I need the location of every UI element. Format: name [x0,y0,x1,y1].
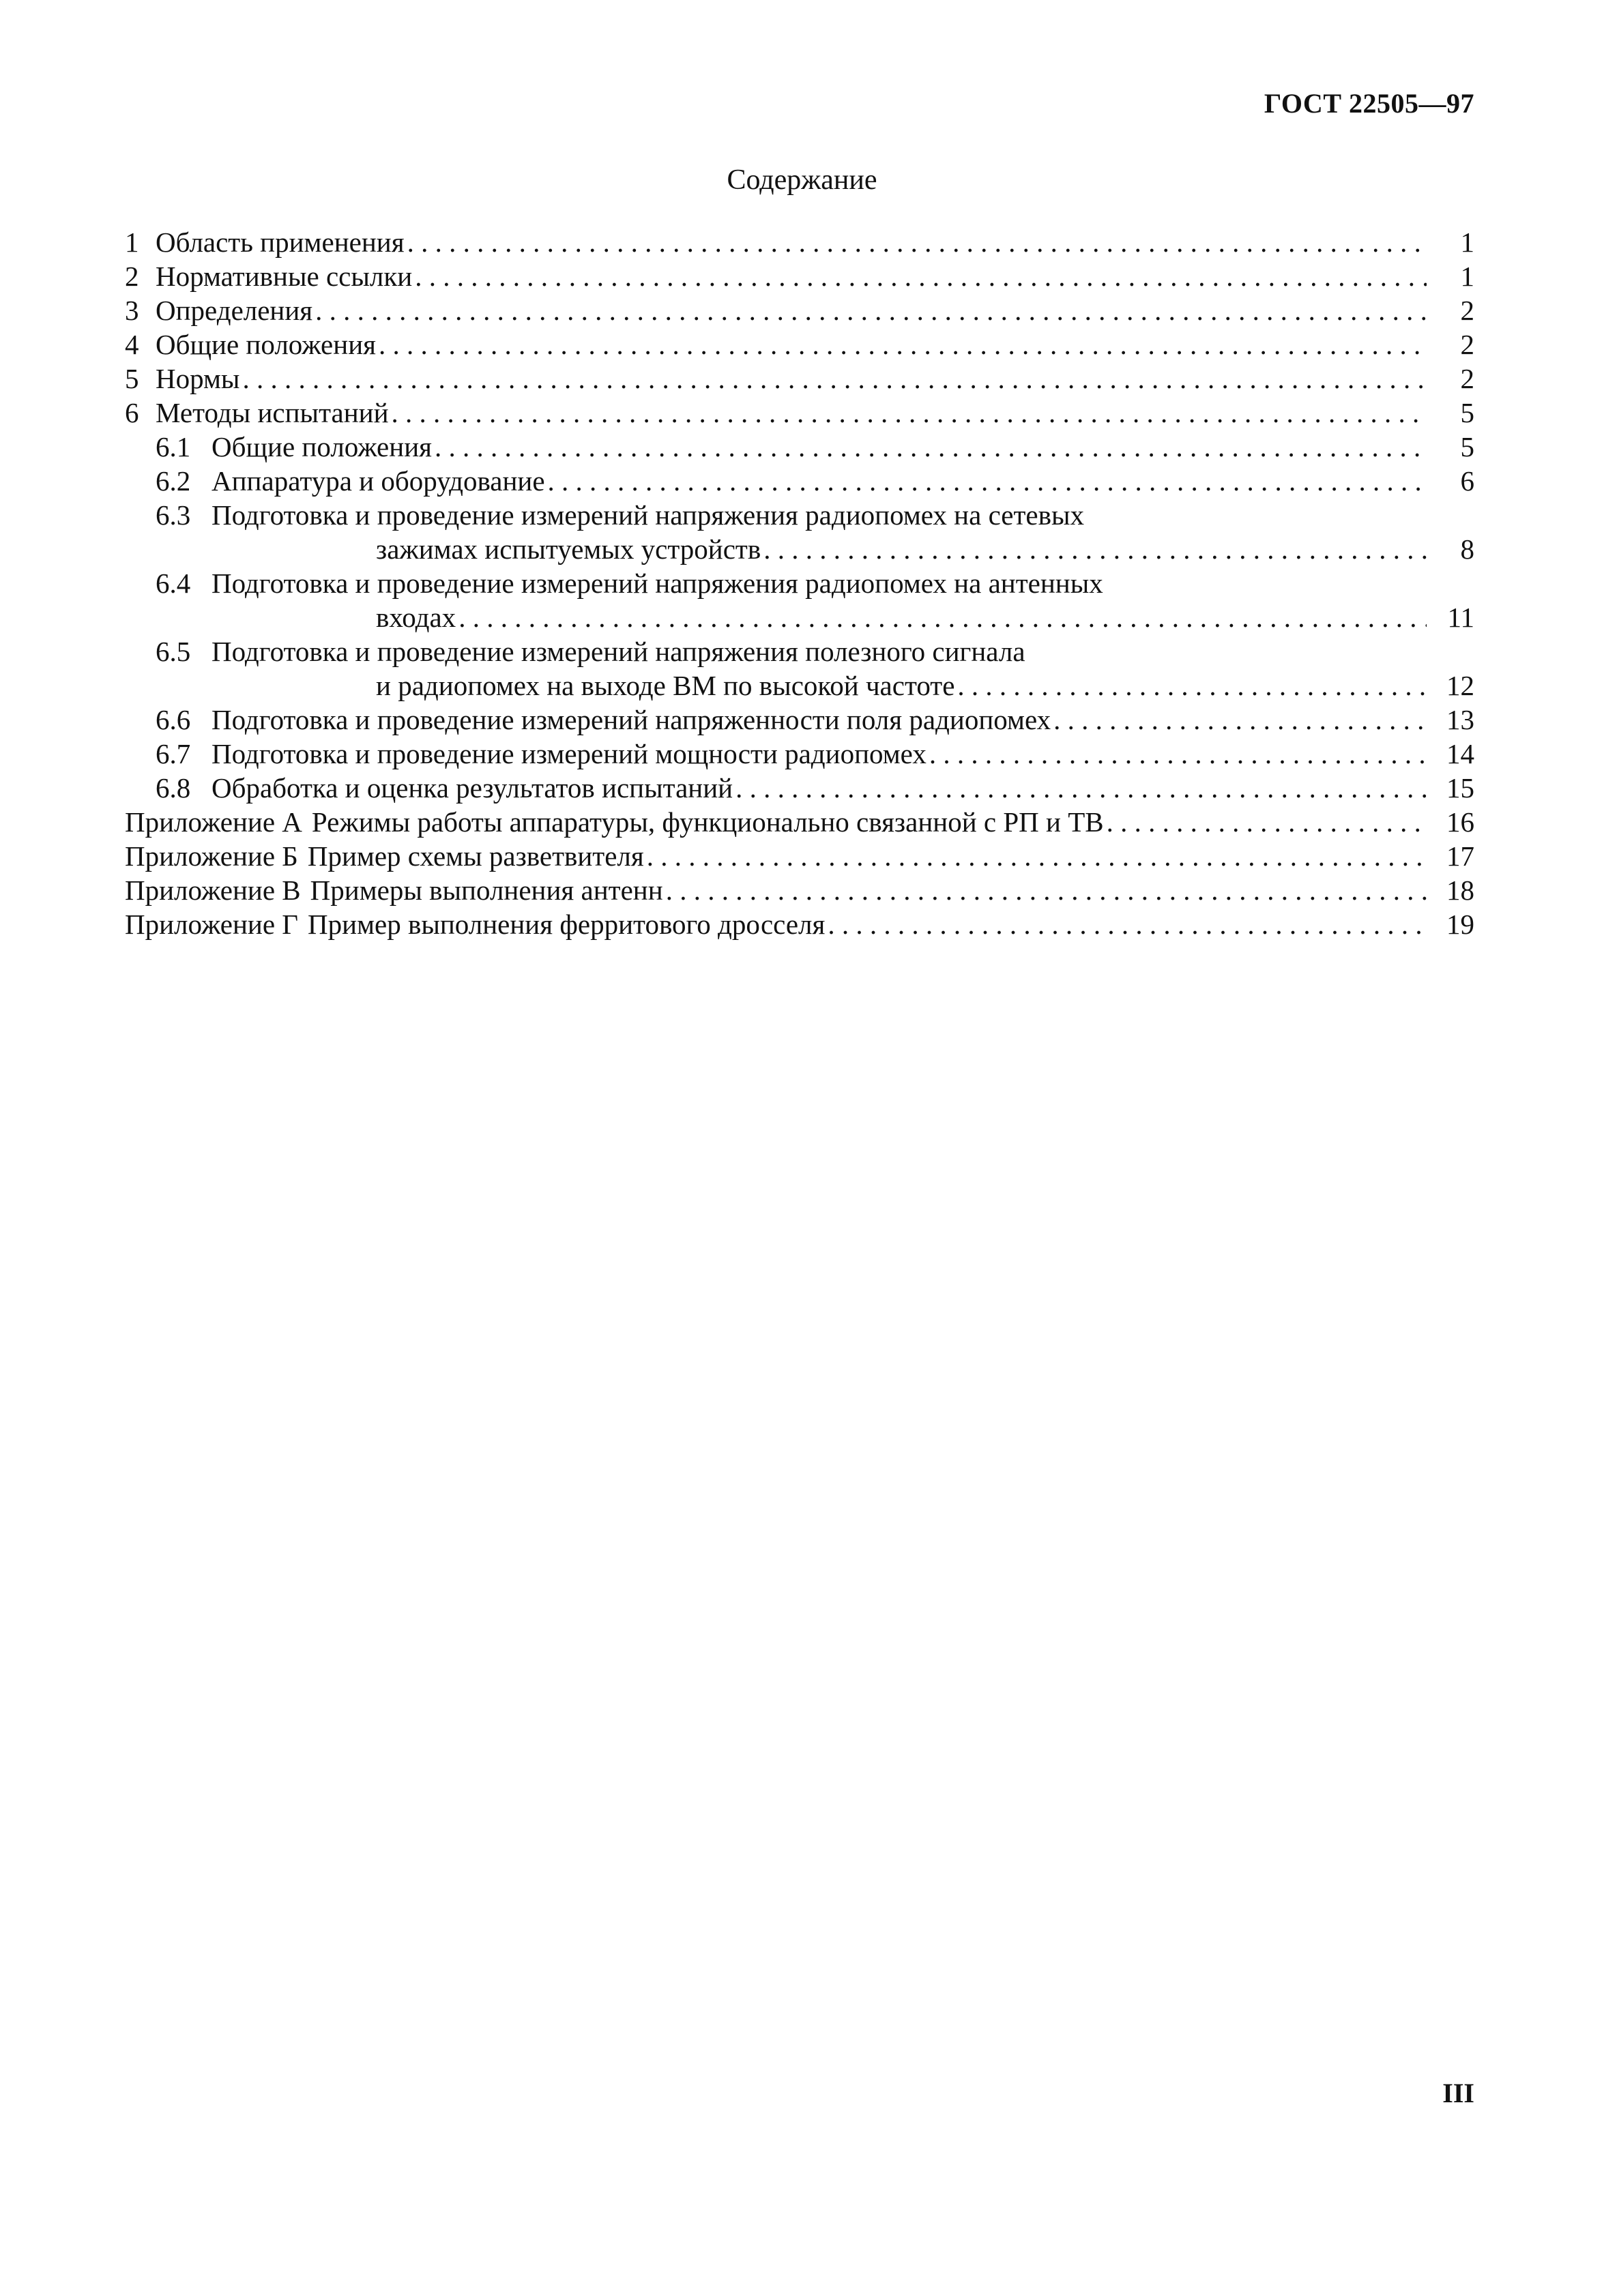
toc-entry-title: Нормативные ссылки [156,261,413,292]
toc-subentry [125,771,1474,805]
toc-leader-dots [242,362,1427,396]
toc-entry [125,362,1474,396]
toc-entry-number: 6.1 [156,431,191,462]
toc-entry-number: 6.4 [156,568,191,599]
toc-subentry [125,703,1474,737]
toc-leader-dots [548,464,1427,498]
toc-leader-dots [929,737,1427,771]
toc-entry-page: 1 [1460,226,1474,258]
toc-entry-title: Подготовка и проведение измерений напряженности поля радиопомех [212,704,1051,735]
toc-entry-title: Определения [156,295,313,326]
toc-entry-page: 1 [1460,261,1474,292]
toc-entry-number: 3 [125,295,139,326]
toc-entry-page: 2 [1460,363,1474,394]
toc-entry-title-line1: Подготовка и проведение измерений напряжения полезного сигнала [212,636,1025,667]
document-code: ГОСТ 22505—97 [1264,88,1474,119]
toc-entry-title: Нормы [156,363,240,394]
toc-appendix-label: Приложение Г [125,909,299,940]
toc-leader-dots [957,668,1427,703]
toc-appendix-label: Приложение Б [125,840,298,872]
toc-entry-title-line1: Подготовка и проведение измерений напряжения радиопомех на антенных [212,568,1103,599]
toc-entry-page: 2 [1460,295,1474,326]
toc-entry-page: 13 [1446,704,1474,735]
toc-leader-dots [407,225,1427,259]
toc-leader-dots [735,771,1427,805]
toc-entry-title: Методы испытаний [156,397,389,428]
toc-subentry-continuation [125,532,1474,566]
toc-subentry [125,566,1474,600]
toc-entry [125,293,1474,327]
toc-leader-dots [415,259,1427,293]
toc-entry-page: 6 [1460,465,1474,497]
toc-entry-page: 18 [1446,874,1474,906]
toc-entry [125,259,1474,293]
toc-leader-dots [666,873,1427,907]
toc-entry [125,396,1474,430]
toc-entry-title: Подготовка и проведение измерений мощности радиопомех [212,738,927,769]
toc-entry-title-line2: входах [376,602,456,633]
toc-leader-dots [392,396,1427,430]
toc-entry-title: Пример выполнения ферритового дросселя [308,909,826,940]
toc-leader-dots [763,532,1427,566]
toc-entry-title: Примеры выполнения антенн [310,874,663,906]
toc-subentry [125,430,1474,464]
toc-subentry [125,464,1474,498]
toc-entry-page: 8 [1460,533,1474,565]
page-number: III [1442,2078,1474,2108]
toc-leader-dots [435,430,1427,464]
toc-entry-title: Пример схемы разветвителя [307,840,644,872]
toc-leader-dots [379,327,1427,362]
toc-entry-title: Общие положения [156,329,376,360]
toc-entry-number: 2 [125,261,139,292]
toc-leader-dots [1053,703,1427,737]
toc-entry [125,327,1474,362]
toc-entry-number: 6 [125,397,139,428]
toc-entry-page: 5 [1460,431,1474,462]
toc-leader-dots [1107,805,1427,839]
toc-leader-dots [828,907,1427,941]
toc-subentry [125,737,1474,771]
toc-subentry [125,498,1474,532]
toc-appendix-label: Приложение А [125,806,302,838]
toc-entry-title: Область применения [156,226,405,258]
toc-entry-number: 6.6 [156,704,191,735]
toc-appendix-entry [125,839,1474,873]
toc-entry-number: 4 [125,329,139,360]
toc-entry-number: 6.5 [156,636,191,667]
toc-entry-page: 17 [1446,840,1474,872]
toc-entry-title: Обработка и оценка результатов испытаний [212,772,733,804]
toc-entry-title-line2: и радиопомех на выходе ВМ по высокой частоте [376,670,955,701]
toc-appendix-entry [125,805,1474,839]
toc-entry-number: 1 [125,226,139,258]
toc-entry-title-line2: зажимах испытуемых устройств [376,533,761,565]
toc-appendix-entry [125,907,1474,941]
toc-leader-dots [647,839,1427,873]
toc-appendix-entry [125,873,1474,907]
toc-entry-title: Общие положения [212,431,432,462]
toc-entry-page: 19 [1446,909,1474,940]
toc-leader-dots [315,293,1427,327]
toc-entry-number: 6.8 [156,772,191,804]
table-of-contents [125,225,1474,941]
toc-entry-title: Режимы работы аппаратуры, функционально связанной с РП и ТВ [311,806,1104,838]
toc-leader-dots [458,600,1427,634]
toc-entry-number: 5 [125,363,139,394]
toc-entry-number: 6.7 [156,738,191,769]
toc-entry-page: 16 [1446,806,1474,838]
toc-entry-number: 6.2 [156,465,191,497]
toc-entry-number: 6.3 [156,499,191,531]
toc-entry-title: Аппаратура и оборудование [212,465,545,497]
toc-entry-page: 14 [1446,738,1474,769]
toc-subentry [125,634,1474,668]
toc-entry [125,225,1474,259]
toc-title: Содержание [727,164,877,196]
toc-entry-title-line1: Подготовка и проведение измерений напряжения радиопомех на сетевых [212,499,1084,531]
toc-entry-page: 12 [1446,670,1474,701]
toc-subentry-continuation [125,668,1474,703]
toc-entry-page: 15 [1446,772,1474,804]
toc-entry-page: 11 [1447,602,1474,633]
toc-entry-page: 5 [1460,397,1474,428]
toc-entry-page: 2 [1460,329,1474,360]
toc-subentry-continuation [125,600,1474,634]
toc-appendix-label: Приложение В [125,874,301,906]
